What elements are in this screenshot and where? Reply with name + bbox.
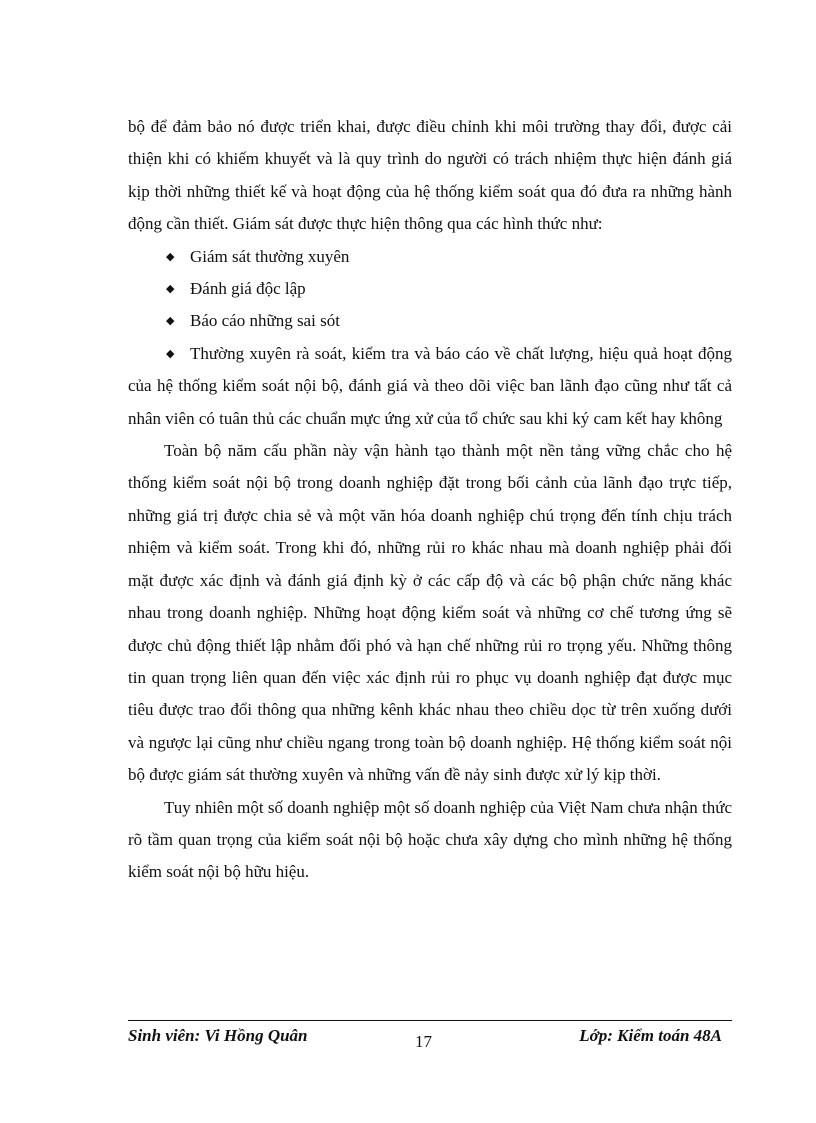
- list-item: [128, 273, 732, 305]
- list-item-text: Thường xuyên rà soát, kiểm tra và báo cáo về chất lượng, hiệu quả hoạt động của hệ thống kiểm soát nội bộ, đánh giá và theo dõi việc ban lãnh đạo cũng như tất cả nhân viên có tuân thủ các chuẩn mực ứng xử của tổ chức sau khi ký cam kết hay không: [128, 343, 732, 428]
- document-body: [128, 111, 732, 889]
- list-item-text: Giám sát thường xuyên: [190, 246, 350, 266]
- list-item-text: Đánh giá độc lập: [190, 279, 306, 299]
- class-name: Lớp: Kiểm toán 48A: [579, 1026, 722, 1045]
- diamond-bullet-icon: ◆: [166, 315, 175, 328]
- diamond-bullet-icon: ◆: [166, 283, 175, 296]
- list-item: [128, 305, 732, 337]
- page-number: 17: [415, 1032, 432, 1051]
- monitoring-forms-list: [128, 241, 732, 435]
- student-name: Sinh viên: Vi Hồng Quân: [128, 1026, 308, 1045]
- diamond-bullet-icon: ◆: [166, 250, 175, 263]
- list-item-text: Báo cáo những sai sót: [190, 311, 340, 331]
- paragraph-intro: bộ để đảm bảo nó được triển khai, được điều chỉnh khi môi trường thay đổi, được cải thiện khi có khiếm khuyết và là quy trình do người có trách nhiệm thực hiện đánh giá kịp thời những thiết kế và hoạt động của hệ thống kiểm soát qua đó đưa ra những hành động cần thiết. Giám sát được thực hiện thông qua các hình thức như:: [128, 117, 732, 234]
- paragraph-summary: Toàn bộ năm cấu phần này vận hành tạo thành một nền tảng vững chắc cho hệ thống kiểm soát nội bộ trong doanh nghiệp đặt trong bối cảnh của lãnh đạo trực tiếp, những giá trị được chia sẻ và một văn hóa doanh nghiệp chú trọng đến tính chịu trách nhiệm và kiểm soát. Trong khi đó, những rủi ro khác nhau mà doanh nghiệp phải đối mặt được xác định và đánh giá định kỳ ở các cấp độ và các bộ phận chức năng khác nhau trong doanh nghiệp. Những hoạt động kiểm soát và những cơ chế tương ứng sẽ được chủ động thiết lập nhằm đối phó và hạn chế những rủi ro trọng yếu. Những thông tin quan trọng liên quan đến việc xác định rủi ro phục vụ doanh nghiệp đạt được mục tiêu được trao đổi thông qua những kênh khác nhau theo chiều dọc từ trên xuống dưới và ngược lại cũng như chiều ngang trong toàn bộ doanh nghiệp. Hệ thống kiểm soát nội bộ được giám sát thường xuyên và những vấn đề nảy sinh được xử lý kịp thời.: [128, 441, 732, 785]
- list-item: [128, 241, 732, 273]
- diamond-bullet-icon: ◆: [166, 347, 175, 360]
- page-footer: [128, 1020, 732, 1061]
- paragraph-closing: Tuy nhiên một số doanh nghiệp một số doanh nghiệp của Việt Nam chưa nhận thức rõ tầm quan trọng của kiểm soát nội bộ hoặc chưa xây dựng cho mình những hệ thống kiểm soát nội bộ hữu hiệu.: [128, 797, 732, 882]
- list-item: [128, 338, 732, 435]
